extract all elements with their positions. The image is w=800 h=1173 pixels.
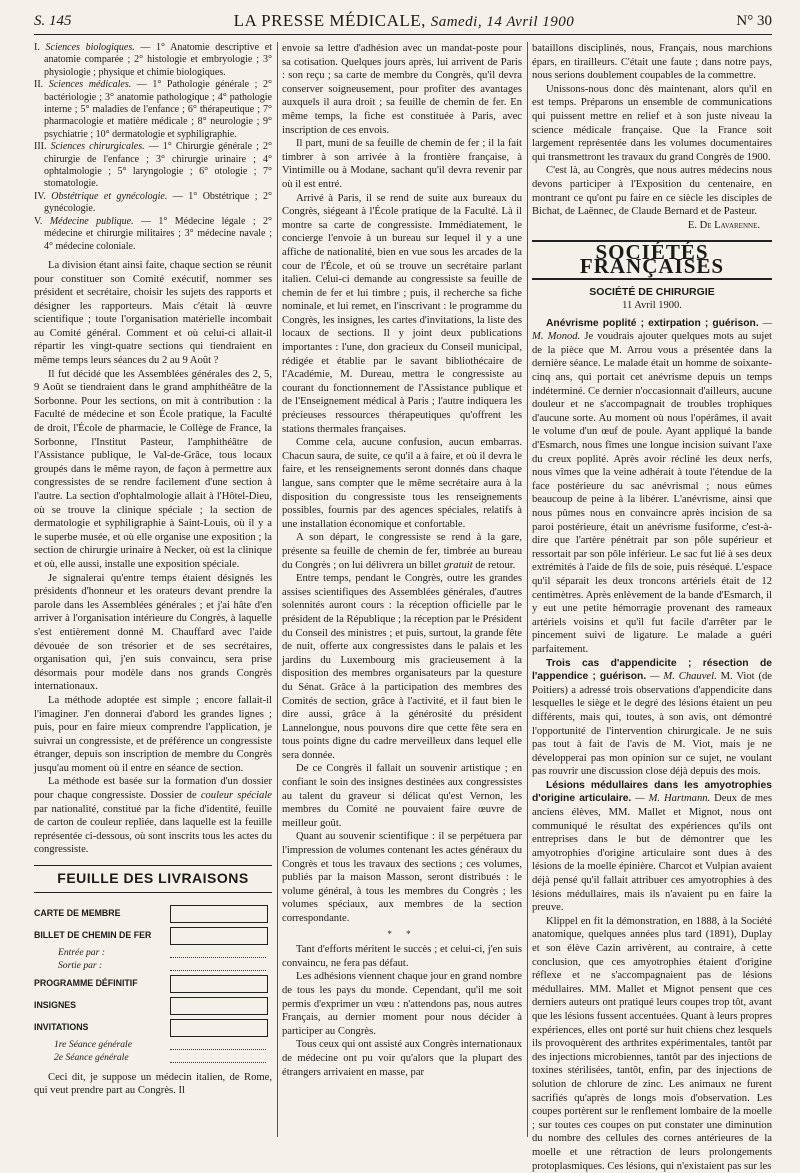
form-box [170,1019,268,1037]
section-item: V. Médecine publique. — 1° Médecine légale ; 2° médecine et chirurgie militaires ; 3° médecine navale ; 4° médecine coloniale. [34,215,272,252]
paragraph: Arrivé à Paris, il se rend de suite aux bureaux du Congrès, siégeant à l'École pratique de la Faculté. Là il montre sa carte de congressiste. Immédiatement, le concierge l'envoie à un bureau sur lequel il y a une affiche de nationalité, bien en vue sous les arcades de la cour de l'École, et où se trouve un secrétaire parlant italien. Celui-ci demande au congressiste sa feuille de chemin de fer et lui timbre ; puis, il recherche sa fiche nominale, et lui remet, en l'inscrivant : le programme du Congrès, les insignes, les cartes d'invitations, la liste des locaux de sections. Il y joint deux publications importantes : l'une, don gracieux du Conseil municipal, rédigée et établie par le savant bibliothécaire de l'Académie, M. Dureau, mettra le congressiste au courant du fonctionnement de l'Assistance publique et de l'Enseignement médical à Paris ; l'autre indiquera les précieuses ressources thérapeutiques qu'offrent les stations thermales françaises. [282,192,522,435]
paragraph: La division étant ainsi faite, chaque section se réunit pour constituer son Comité exécutif, nommer ses président et secrétaire, choisir les sujets des rapports et désigner les rapporteurs. Mais c'était là œuvre scientifique ; toute l'organisation matérielle incombait au Comité général. Comment et où celui-ci allait-il répartir les vingt-quatre sections qui tiendraient en même temps leurs séances du 2 au 9 Août ? [34,259,272,367]
paragraph: Entre temps, pendant le Congrès, outre les grandes assises scientifiques des Assemblées générales, d'autres solennités auront cours : la réception officielle par le président de la République ; la réception par le Président du Conseil des ministres ; et puis, surtout, la grande fête de nuit, offerte aux congressistes dans le palais et les jardins du Luxembourg mis gracieusement à la disposition des membres organisateurs par la questure du Sénat. Grâce à la participation des membres des Comités de section, grâce à l'activité, et il faut bien le dire aussi, grâce à la générosité du président Lannelongue, nous pouvons dire que cette fête sera en tous points digne du cadre merveilleux dans lequel elle sera donnée. [282,573,522,761]
column-rule [527,42,528,1137]
column-3 [532,42,773,1172]
paragraph: Quant au souvenir scientifique : il se perpétuera par l'impression de volumes contenant les actes généraux du Congrès et tous les travaux des sections ; ces volumes, publiés par la maison Masson, seront distribués : le volume général, à tous les membres du Congrès ; les volumes spéciaux, aux membres de la section correspondante. [282,831,522,924]
paragraph: La méthode est basée sur la formation d'un dossier pour chaque congressiste. Dossier de couleur spéciale par nationalité, constitué par la fiche d'identité, feuille de carton de couleur repliée, dans laquelle est la feuille représentée ci-dessous, où sont inscrits tous les actes du congressiste. [34,776,273,856]
form-box [170,997,268,1015]
paragraph: Klippel en fit la démonstration, en 1888, à la Société anatomique, quelques années plus tard (1891), Duplay et son élève Cazin arrivèrent, au contraire, à cette conclusion, que ces amyotrophies étaient d'origine réflexe et ne s'accompagnaient pas de lésions médullaires. MM. Mallet et Mignot pensent que ces derniers auteurs ont pratiqué leurs coupes trop tôt, avant que les lésions fussent accentuées. Quant à leurs propres expériences, elles ont porté sur huit chiens chez lesquels ils provoquèrent des arthrites expérimentales, tantôt par des injections microbiennes, tantôt par des injections de toxines stérilisées, tantôt, enfin, par des injections de solution de chlorure de zinc. Les animaux ne furent sacrifiés qu'après de longs mois d'observation. Les coupes portèrent sur le renflement lombaire de la moelle ; sur toutes ces coupes on put constater une diminution du nombre des cellules des cornes antérieures de la moelle et une rétraction de leurs prolongements protoplasmiques. Ces lésions, qui n'existaient pas sur les [532,915,772,1172]
form-row-seance-1: 1re Séance générale [34,1039,272,1052]
form-row-carte: CARTE DE MEMBRE [34,903,272,925]
form-row-sortie: Sortie par : [34,960,272,973]
form-row-invitations: INVITATIONS [34,1017,272,1039]
section-item: IV. Obstétrique et gynécologie. — 1° Obstétrique ; 2° gynécologie. [34,190,273,215]
paragraph: C'est là, au Congrès, que nous autres médecins nous devons participer à l'Exposition du centenaire, en montrant ce qu'ont pu faire en ce siècle les disciples de Bichat, de Laënnec, de Claude Bernard et de Pasteur. [532,165,772,218]
journal-masthead [234,11,575,31]
paragraph: Comme cela, aucune confusion, aucun embarras. Chacun saura, de suite, ce qu'il a à faire, et où il devra le faire, et les renseignements seront donnés dans chaque langue, sans compter que le même secrétaire aura à la disposition du congressiste tous les renseignements possibles, fournis par des agences spéciales, relatifs à une installation économique et confortable. [282,437,522,530]
journal-name: LA PRESSE MÉDICALE, [233,11,426,30]
article-signature: E. De Lavarenne. [687,219,760,231]
form-row-seance-2: 2e Séance générale [34,1052,272,1065]
section-list [34,42,272,253]
report-item: Anévrisme poplité ; extirpation ; guérison. — M. Monod. Je voudrais ajouter quelques mots au sujet de la pièce que M. Arrou vous a présentée dans la dernière séance. Le malade était un homme de soixante-cinq ans, qui portait cet anévrisme depuis un temps indéterminé. Ce dernier n'occasionnait d'ailleurs, aucune douleur et ne s'accompagnait de troubles trophiques d'aucune sorte. Au moment où nous l'opérâmes, il avait le volume d'un œuf de poule. Ayant appliqué la bande d'Esmarch, nous fîmes une longue incision suivant l'axe du creux poplité. Après avoir récliné les deux nerfs, nous vîmes que la veine adhérait à toute l'étendue de la face postérieure du sac anévrismal ; nous eûmes beaucoup de peine à la libérer. L'anévrisme, ainsi que nous pûmes nous en convaincre après incision de sa paroi postérieure, était un anévrisme fusiforme, c'est-à-dire que l'artère pénétrait par son pôle supérieur et ressortait par son pôle inférieur. Le sac fut lié à ses deux extrémités à l'aide de fils de soie, puis réséqué. L'espace qu'il séparait les deux troncons artériels était de 12 centimètres. Après enlèvement de la bande d'Esmarch, il y eut une petite hémorragie provenant des rameaux artériels voisins et qu'il fut facile d'arrêter par le pincement suivi de ligature. Le malade a guéri parfaitement. [532,317,772,655]
paragraph: A son départ, le congressiste se rend à la gare, présente sa feuille de chemin de fer, timbrée au bureau du Congrès ; on lui délivrera un billet gratuit de retour. [282,532,522,571]
paragraph: Il fut décidé que les Assemblées générales des 2, 5, 9 Août se tiendraient dans le grand amphithéâtre de la Sorbonne. Pour les sections, on mit à contribution : la Faculté de médecine et son École pratique, la Faculté de droit, l'École de pharmacie, le Collège de France, la Sorbonne, l'Institut Pasteur, l'amphithéâtre de l'Assistance publique, le Val-de-Grâce, tous locaux groupés dans le même rayon, de façon à permettre aux congressistes de se rendre facilement d'une section à l'autre. La section d'ophtalmologie allait à l'Hôtel-Dieu, où se trouve la clinique spéciale ; la section de dermatologie et syphiligraphie à Saint-Louis, où il y a le superbe musée, et où elle organise une exposition ; la section de chirurgie urinaire à Necker, où est la clinique et où, elle aussi, installe une exposition spéciale. [34,368,272,570]
paragraph: La méthode adoptée est simple ; encore fallait-il l'imaginer. J'en donnerai d'abord les grandes lignes ; puis, pour en faire mieux comprendre l'application, je suivrai un congressiste, et de préférence un congressiste étranger, depuis son inscription de membre du Congrès jusqu'au moment où il entre en séance de section. [34,694,272,774]
issue-number: N° 30 [736,12,772,29]
paragraph: bataillons disciplinés, nous, Français, nous marchions épars, en tirailleurs. C'était une faute ; dans notre pays, nous serions doublement coupables de la commettre. [532,43,772,82]
paragraph: Unissons-nous donc dès maintenant, alors qu'il en est temps. Préparons un ensemble de communications qui puissent mettre en relief et à son juste niveau la science médicale française. Que la France soit largement représentée dans les volumes documentaires qui transmettront les travaux du grand Congrès de 1900. [532,83,772,163]
page-folio: S. 145 [34,12,72,29]
column-1 [34,42,272,1137]
paragraph: Je signalerai qu'entre temps étaient désignés les présidents d'honneur et les orateurs devant prendre la parole dans les Assemblées générales ; et j'ai hâte d'en arriver à l'organisation intérieure du Congrès, à laquelle s'est entièrement donné M. Chauffard avec l'aide dévouée de son trésorier et de ses secrétaires, organisation qui, j'en suis convaincu, sera prise désormais pour modèle dans nos grands Congrès internationaux. [34,572,272,693]
paragraph: Il part, muni de sa feuille de chemin de fer ; il la fait timbrer à son arrivée à la frontière française, à Vintimille ou à Modane, sachant qu'il devra revenir par où il est entré. [282,138,522,190]
form-box [170,975,268,993]
page-header [34,8,772,35]
society-heading: SOCIÉTÉ DE CHIRURGIE [589,285,715,298]
report-item: Trois cas d'appendicite ; résection de l'appendice ; guérison. — M. Chauvel. M. Viot (de Poitiers) a adressé trois observations d'appendicite dans lesquelles le siège et le degré des lésions étaient un peu différents, mais qui, toutes, à son avis, ont démontré l'opportunité de l'intervention chirurgicale. Je ne suis pas tout à fait de l'avis de M. Viot, mais je ne développerai pas mon opinion sur ce sujet, ne voulant pas rouvrir une discussion close déjà depuis des mois. [532,657,773,778]
paragraph: Tant d'efforts méritent le succès ; et celui-ci, j'en suis convaincu, ne fera pas défaut. [282,944,522,969]
form-row-programme: PROGRAMME DÉFINITIF [34,973,272,995]
paragraph: Les adhésions viennent chaque jour en grand nombre de tous les pays du monde. Cependant, qu'il me soit permis d'exprimer un vœu : n'attendons pas, nous autres Français, au dernier moment pour nous décider à participer au Congrès. [282,971,522,1037]
section-item: III. Sciences chirurgicales. — 1° Chirurgie générale ; 2° chirurgie de l'enfance ; 3° chirurgie urinaire ; 4° ophtalmologie ; 5° laryngologie ; 6° otologie ; 7° stomatologie. [34,141,272,190]
societes-banner: SOCIÉTÉS FRANÇAISES [532,240,772,279]
paragraph: envoie sa lettre d'adhésion avec un mandat-poste pour sa cotisation. Quelques jours après, lui arrivent de Paris : son reçu ; sa carte de membre du Congrès, qu'il devra conserver soigneusement, pour profiter des avantages auxquels il aura droit ; sa feuille de chemin de fer. En même temps, la fiche est constituée à Paris, avec inscription de ces envois. [282,43,522,136]
form-row-billet: BILLET DE CHEMIN DE FER [34,925,272,947]
report-item: Lésions médullaires dans les amyotrophies d'origine articulaire. — M. Hartmann. Deux de mes anciens élèves, MM. Mallet et Mignot, nous ont communiqué le résultat des expériences qu'ils ont entreprises dans le but de démontrer que les amyotrophies d'origine articulaire sont dues à des lésions de la moelle épinière. Charcot et Vulpian avaient déjà pensé qu'il fallait attribuer ces amyotrophies à des lésions médullaires, mais ils n'avaient pu en faire la preuve. [532,779,772,914]
form-row-entree: Entrée par : [34,947,272,960]
column-2 [282,42,522,1137]
feuille-livraisons-title: FEUILLE DES LIVRAISONS [34,865,272,893]
section-separator: * * [387,928,417,939]
session-date: 11 Avril 1900. [622,300,682,312]
section-item: I. Sciences biologiques. — 1° Anatomie descriptive et anatomie comparée ; 2° histologie et embryologie ; 3° physiologie ; physique et chimie biologiques. [34,42,272,78]
form-row-insignes: INSIGNES [34,995,272,1017]
column-rule [277,42,278,1137]
paragraph: Ceci dit, je suppose un médecin italien, de Rome, qui veut prendre part au Congrès. Il [34,1071,272,1097]
section-item: II. Sciences médicales. — 1° Pathologie générale ; 2° bactériologie ; 3° anatomie pathologique ; 4° pathologie interne ; 5° maladies de l'enfance ; 6° thérapeutique ; 7° pharmacologie et matière médicale ; 8° neurologie ; 9° psychiatrie ; 10° dermatologie et syphiligraphie. [34,79,272,140]
form-box [170,927,268,945]
issue-date: Samedi, 14 Avril 1900 [430,14,575,30]
paragraph: Tous ceux qui ont assisté aux Congrès internationaux de médecine ont pu voir qu'alors que la plupart des étrangers arrivaient en masse, par [282,1039,522,1078]
paragraph: De ce Congrès il fallait un souvenir artistique ; en confiant le soin des insignes destinées aux congressistes au talent du graveur si délicat qu'est Vernon, les membres du Comité ne pouvaient faire œuvre de meilleur goût. [282,763,522,829]
form-box [170,905,268,923]
